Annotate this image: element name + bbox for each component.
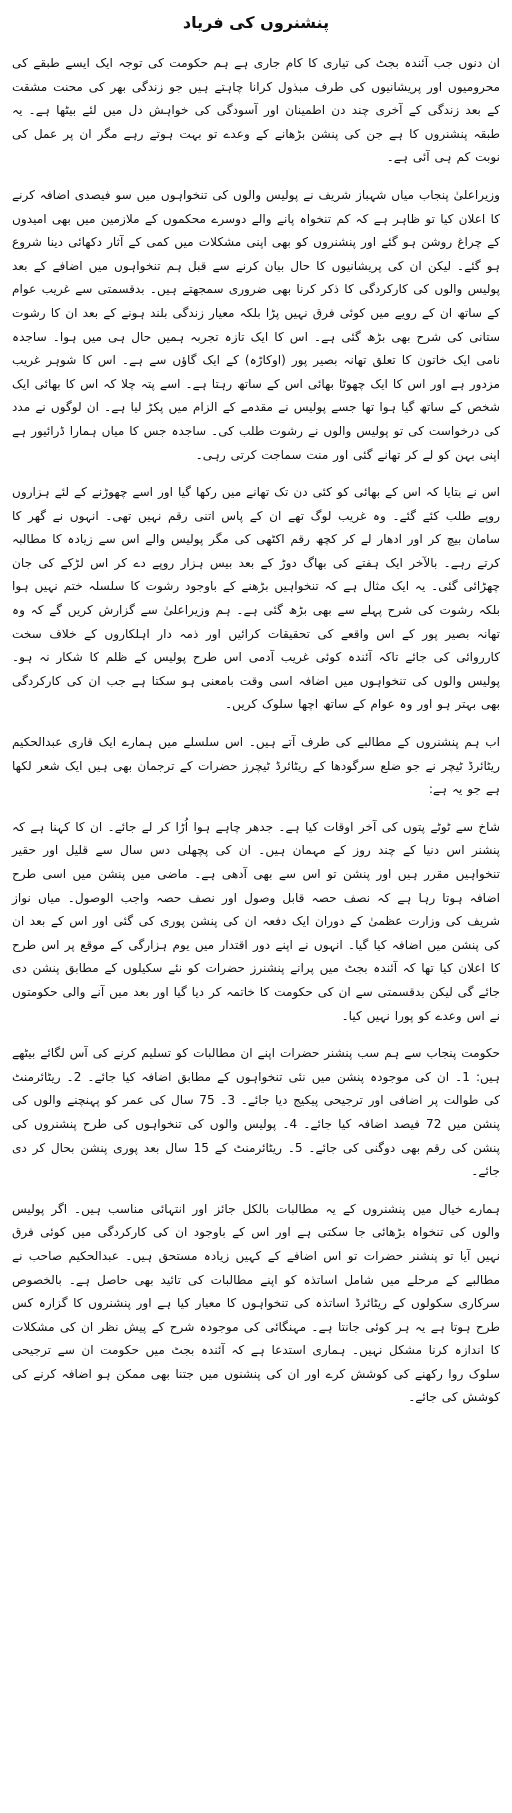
article-paragraph: ان دنوں جب آئندہ بجٹ کی تیاری کا کام جاری ہے ہم حکومت کی توجہ ایک ایسے طبقے کی محرومیوں اور پریشانیوں کی طرف مبذول کرانا چاہتے ہیں جو زندگی بھر کی محنت مشقت کے بعد زندگی کے آخری چند دن اطمینان اور آسودگی کی خواہش دل میں لئے بیٹھا ہے۔ یہ طبقہ پنشنروں کا ہے جن کی پنشن بڑھانے کے وعدے تو بہت ہوتے رہے مگر ان پر عمل کی نوبت کم ہی آئی ہے۔ (12, 56, 500, 165)
article-paragraph: وزیراعلیٰ پنجاب میاں شہباز شریف نے پولیس والوں کی تنخواہوں میں سو فیصدی اضافہ کرنے کا اعلان کیا تو ظاہر ہے کہ کم تنخواہ پانے والے دوسرے محکموں کے ملازمین میں بھی امیدوں کے چراغ روشن ہو گئے اور پنشنروں کو بھی اپنی مشکلات میں کمی کے آثار دکھائی دینا شروع ہو گئے۔ لیکن ان کی پریشانیوں کا حال بیان کرنے سے قبل ہم تنخواہوں میں اضافے کے بعد پولیس والوں کی کارکردگی کا ذکر کرنا بھی ضروری سمجھتے ہیں۔ بدقسمتی سے غریب عوام کے ساتھ ان کے رویے میں کوئی فرق نہیں پڑا بلکہ معیار زندگی بلند ہونے کے بعد ان کا رشوت ستانی کی شرح بھی بڑھ گئی ہے۔ اس کا ایک تازہ تجربہ ہمیں حال ہی میں ہوا۔ ساجدہ نامی ایک خاتون کا تعلق تھانہ بصیر پور (اوکاڑہ) کے ایک گاؤں سے ہے۔ اس کا شوہر غریب مزدور ہے اور اس کا ایک چھوٹا بھائی اس کے ساتھ رہتا ہے۔ اسے پتہ چلا کہ اس کا بھائی ایک شخص کے ساتھ گیا ہوا تھا جسے پولیس نے مقدمے کے الزام میں پکڑ لیا ہے۔ ان لوگوں نے مدد کی درخواست کی تو پولیس والوں نے رشوت طلب کی۔ ساجدہ جس کا میاں ہمارا ڈرائیور ہے اپنی بہن کو لے کر تھانے گئی اور منت سماجت کرتی رہی۔ (12, 187, 500, 462)
article-paragraph: حکومت پنجاب سے ہم سب پنشنر حضرات اپنے ان مطالبات کو تسلیم کرنے کی آس لگائے بیٹھے ہیں: 1۔ ان کی موجودہ پنشن میں نئی تنخواہوں کے مطابق اضافہ کیا جائے۔ 2۔ ریٹائرمنٹ کی طوالت پر اضافی اور ترجیحی پیکیج دیا جائے۔ 3۔ 75 سال کی عمر کو پہنچنے والوں کی پنشن میں 72 فیصد اضافہ کیا جائے۔ 4۔ پولیس والوں کی تنخواہوں کی طرح پنشنروں کی پنشن کی رقم بھی دوگنی کی جائے۔ 5۔ ریٹائرمنٹ کے 15 سال بعد پوری پنشن بحال کر دی جائے۔ (12, 1046, 501, 1179)
article-paragraph: اس نے بتایا کہ اس کے بھائی کو کئی دن تک تھانے میں رکھا گیا اور اسے چھوڑنے کے لئے ہزاروں روپے طلب کئے گئے۔ وہ غریب لوگ تھے ان کے پاس اتنی رقم نہیں تھی۔ انہوں نے گھر کا سامان بیچ کر اور ادھار لے کر کچھ رقم اکٹھی کی مگر پولیس والے اس سے زیادہ کا مطالبہ کرتے رہے۔ بالآخر ایک ہفتے کی بھاگ دوڑ کے بعد بیس ہزار روپے دے کر اس لڑکے کی جان چھڑائی گئی۔ یہ ایک مثال ہے کہ تنخواہیں بڑھنے کے باوجود رشوت کا سلسلہ ختم نہیں ہوا بلکہ رشوت کی شرح پہلے سے بھی بڑھ گئی ہے۔ ہم وزیراعلیٰ سے گزارش کریں گے کہ وہ تھانہ بصیر پور کے اس واقعے کی تحقیقات کرائیں اور ذمہ دار اہلکاروں کے خلاف سخت کارروائی کی جائے تاکہ آئندہ کوئی غریب آدمی اس طرح پولیس کے ظلم کا شکار نہ ہو۔ پولیس والوں کی تنخواہوں میں اضافہ اسی وقت بامعنی ہو سکتا ہے جب ان کی کارکردگی بھی بہتر ہو اور وہ عوام کے ساتھ اچھا سلوک کریں۔ (12, 485, 500, 712)
article-paragraph: شاخ سے ٹوٹے پتوں کی آخر اوقات کیا ہے۔ جدھر چاہے ہوا اُڑا کر لے جائے۔ ان کا کہنا ہے کہ پنشنر اس دنیا کے چند روز کے مہمان ہیں۔ ان کی پچھلی دس سال سے قلیل اور حقیر تنخواہیں مقرر ہیں اور پنشن تو اس سے بھی آدھی ہے۔ ماضی میں پنشن میں اسی طرح اضافہ ہوتا رہا ہے کہ نصف حصہ قابل وصول اور نصف حصہ واجب الوصول۔ میاں نواز شریف کی وزارت عظمیٰ کے دوران ایک دفعہ ان کی پنشن پوری کی گئی اور اس کے بعد ان کی پنشن میں اضافہ کیا گیا۔ انہوں نے اپنے دور اقتدار میں یوم ہزارگی کے موقع پر اس طرح کا اعلان کیا تھا کہ آئندہ بجٹ میں پرانے پنشنرز حضرات کو نئے سکیلوں کے مطابق پنشن دی جائے گی لیکن بدقسمتی سے ان کی حکومت کا خاتمہ کر دیا گیا اور بعد میں آنے والی حکومتوں نے اس وعدے کو پورا نہیں کیا۔ (12, 819, 500, 1023)
article-paragraph: ہمارے خیال میں پنشنروں کے یہ مطالبات بالکل جائز اور انتہائی مناسب ہیں۔ اگر پولیس والوں کی تنخواہ بڑھائی جا سکتی ہے اور اس کے باوجود ان کی کارکردگی میں کوئی فرق نہیں آیا تو پنشنر حضرات تو اس اضافے کے کہیں زیادہ مستحق ہیں۔ عبدالحکیم صاحب نے مطالبے کے مرحلے میں شامل اساتذہ کو اپنے مطالبات کی تائید بھی حاصل ہے۔ بالخصوص سرکاری سکولوں کے ریٹائرڈ اساتذہ کی تنخواہوں کا معیار کیا ہے اور پنشنروں کا گزارہ کس طرح ہوتا ہے یہ ہر کوئی جانتا ہے۔ مہنگائی کی موجودہ شرح کے پیش نظر ان کی مشکلات کا اندازہ کرنا مشکل نہیں۔ ہماری استدعا ہے کہ آئندہ بجٹ میں حکومت ان سے ترجیحی سلوک روا رکھنے کی کوشش کرے اور ان کی پنشنوں میں جتنا بھی ممکن ہو اضافہ کرنے کی کوشش کی جائے۔ (12, 1201, 500, 1405)
article-title: پنشنروں کی فریاد (182, 13, 330, 32)
article-paragraph: اب ہم پنشنروں کے مطالبے کی طرف آتے ہیں۔ اس سلسلے میں ہمارے ایک قاری عبدالحکیم ریٹائرڈ ٹیچر نے جو ضلع سرگودھا کے ریٹائرڈ ٹیچرز حضرات کے ترجمان بھی ہیں ایک شعر لکھا ہے جو یہ ہے: (12, 735, 500, 797)
